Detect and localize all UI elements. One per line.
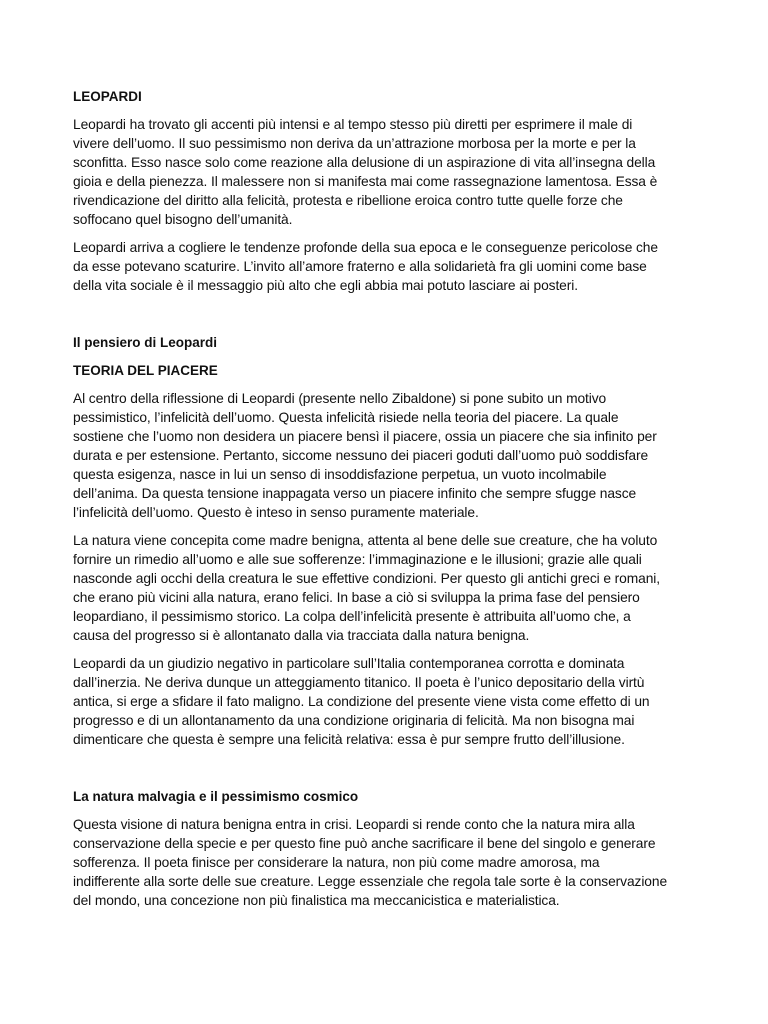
text-line: rivendicazione del diritto alla felicità, protesta e ribellione eroica contro tutte quelle forze che bbox=[73, 193, 623, 208]
text-line: questa esigenza, nasce in lui un senso di insoddisfazione perpetua, un vuoto incolmabile bbox=[73, 467, 607, 482]
spacer bbox=[73, 304, 698, 333]
spacer bbox=[73, 758, 698, 787]
text-line: Leopardi arriva a cogliere le tendenze profonde della sua epoca e le conseguenze pericolose che bbox=[73, 240, 658, 255]
text-line: vivere dell’uomo. Il suo pessimismo non deriva da un’attrazione morbosa per la morte e per la bbox=[73, 136, 636, 151]
text-line: del mondo, una concezione non più finalistica ma meccanicistica e materialistica. bbox=[73, 893, 560, 908]
text-line: gioia e della pienezza. Il malessere non si manifesta mai come rassegnazione lamentosa. Essa è bbox=[73, 174, 658, 189]
text-line: sofferenza. Il poeta finisce per considerare la natura, non più come madre amorosa, ma bbox=[73, 855, 600, 870]
text-line: progresso e di un allontanamento da una condizione originaria di felicità. Ma non bisogna mai bbox=[73, 713, 635, 728]
text-line: durata e per estensione. Pertanto, siccome nessuno dei piaceri goduti dall’uomo può soddisfare bbox=[73, 448, 649, 463]
pensiero-paragraph-3 bbox=[73, 654, 698, 749]
text-line: leopardiano, il pessimismo storico. La colpa dell’infelicità presente è attribuita all’uomo che, a bbox=[73, 609, 631, 624]
pensiero-paragraph-1 bbox=[73, 389, 698, 522]
pensiero-paragraph-2 bbox=[73, 531, 698, 645]
section-heading-natura: La natura malvagia e il pessimismo cosmico bbox=[73, 789, 359, 804]
text-line: soffocano quel bisogno dell’umanità. bbox=[73, 212, 293, 227]
section-heading-pensiero: Il pensiero di Leopardi bbox=[73, 335, 218, 350]
intro-paragraph-2 bbox=[73, 238, 698, 295]
text-line: sostiene che l’uomo non desidera un piacere bensì il piacere, ossia un piacere che sia infinito per bbox=[73, 429, 657, 444]
text-line: Al centro della riflessione di Leopardi (presente nello Zibaldone) si pone subito un motivo bbox=[73, 391, 607, 406]
section-subheading-teoria: TEORIA DEL PIACERE bbox=[73, 363, 218, 378]
text-line: fornire un rimedio all’uomo e alle sue sofferenze: l’immaginazione e le illusioni; grazie alle quali bbox=[73, 552, 642, 567]
text-line: causa del progresso si è allontanato dalla via tracciata dalla natura benigna. bbox=[73, 628, 530, 643]
text-line: dell’anima. Da questa tensione inappagata verso un piacere infinito che sempre sfugge nasce bbox=[73, 486, 637, 501]
natura-paragraph-1 bbox=[73, 815, 698, 910]
text-line: Leopardi ha trovato gli accenti più intensi e al tempo stesso più diretti per esprimere il male di bbox=[73, 117, 633, 132]
text-line: da esse potevano scaturire. L’invito all’amore fraterno e alla solidarietà fra gli uomini come base bbox=[73, 259, 647, 274]
text-line: indifferente alla sorte delle sue creature. Legge essenziale che regola tale sorte è la conservazione bbox=[73, 874, 668, 889]
text-line: Questa visione di natura benigna entra in crisi. Leopardi si rende conto che la natura mira alla bbox=[73, 817, 635, 832]
text-line: nasconde agli occhi della creatura le sue effettive condizioni. Per questo gli antichi greci e romani, bbox=[73, 571, 660, 586]
text-line: che erano più vicini alla natura, erano felici. In base a ciò si sviluppa la prima fase del pensiero bbox=[73, 590, 640, 605]
text-line: sconfitta. Esso nasce solo come reazione alla delusione di un aspirazione di vita all’insegna della bbox=[73, 155, 656, 170]
document-title: LEOPARDI bbox=[73, 89, 142, 104]
text-line: La natura viene concepita come madre benigna, attenta al bene delle sue creature, che ha voluto bbox=[73, 533, 658, 548]
text-line: pessimistico, l’infelicità dell’uomo. Questa infelicità risiede nella teoria del piacere. La quale bbox=[73, 410, 619, 425]
text-line: della vita sociale è il messaggio più alto che egli abbia mai potuto lasciare ai posteri. bbox=[73, 278, 578, 293]
text-line: conservazione della specie e per questo fine può anche sacrificare il bene del singolo e generare bbox=[73, 836, 656, 851]
text-line: l’infelicità dell’uomo. Questo è inteso in senso puramente materiale. bbox=[73, 505, 479, 520]
text-line: Leopardi da un giudizio negativo in particolare sull’Italia contemporanea corrotta e dominata bbox=[73, 656, 625, 671]
intro-paragraph-1 bbox=[73, 115, 698, 229]
text-line: antica, si erge a sfidare il fato maligno. La condizione del presente viene vista come effetto di un bbox=[73, 694, 650, 709]
text-line: dall’inerzia. Ne deriva dunque un atteggiamento titanico. Il poeta è l’unico depositario della virtù bbox=[73, 675, 645, 690]
text-line: dimenticare che questa è sempre una felicità relativa: essa è pur sempre frutto dell’illusione. bbox=[73, 732, 625, 747]
